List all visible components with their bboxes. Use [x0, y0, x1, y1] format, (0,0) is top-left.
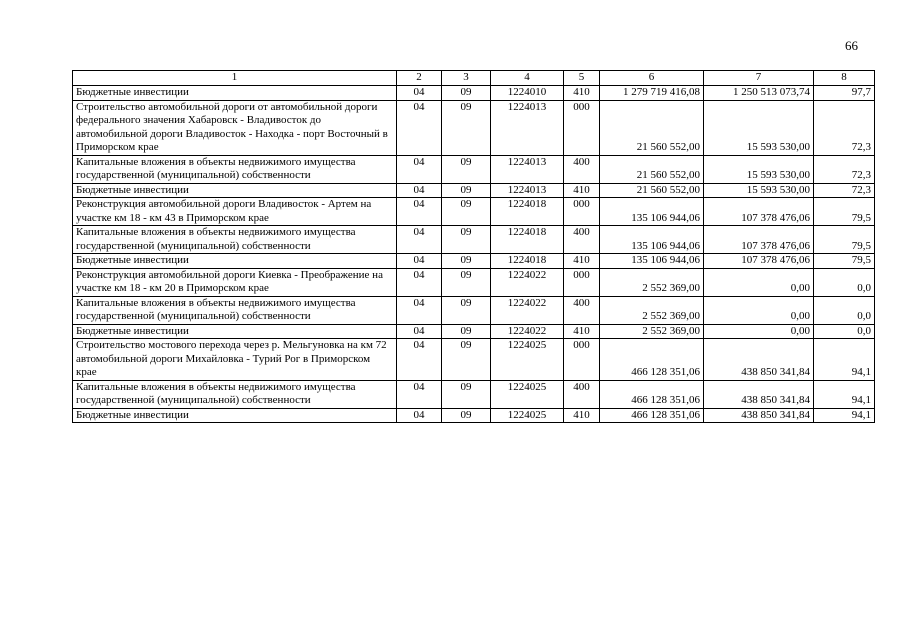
row-target-code: 1224022: [491, 268, 564, 296]
row-section: 04: [397, 408, 442, 423]
table-row: [73, 408, 875, 423]
row-target-code: 1224018: [491, 254, 564, 269]
row-section: 04: [397, 100, 442, 155]
header-cell: 3: [442, 71, 491, 86]
row-name: Строительство автомобильной дороги от автомобильной дороги федерального значения Хабаровск - Владивосток до автомобильной дороги Владивосток - Находка - порт Восточный в Приморском крае: [73, 100, 397, 155]
row-expense-type: 410: [564, 408, 600, 423]
row-section: 04: [397, 86, 442, 101]
table-row: [73, 198, 875, 226]
row-section: 04: [397, 198, 442, 226]
row-expense-type: 400: [564, 380, 600, 408]
row-name: Реконструкция автомобильной дороги Владивосток - Артем на участке км 18 - км 43 в Приморском крае: [73, 198, 397, 226]
row-planned: 466 128 351,06: [600, 408, 704, 423]
row-name: Строительство мостового перехода через р. Мельгуновка на км 72 автомобильной дороги Михайловка - Турий Рог в Приморском крае: [73, 339, 397, 381]
row-planned: 135 106 944,06: [600, 198, 704, 226]
row-target-code: 1224013: [491, 100, 564, 155]
table-row: [73, 100, 875, 155]
row-target-code: 1224025: [491, 408, 564, 423]
row-expense-type: 410: [564, 86, 600, 101]
row-planned: 21 560 552,00: [600, 100, 704, 155]
row-expense-type: 000: [564, 198, 600, 226]
budget-table: [72, 70, 875, 423]
row-planned: 2 552 369,00: [600, 324, 704, 339]
row-actual: 1 250 513 073,74: [704, 86, 814, 101]
row-percent: 0,0: [814, 296, 875, 324]
row-percent: 72,3: [814, 100, 875, 155]
row-percent: 72,3: [814, 155, 875, 183]
row-percent: 97,7: [814, 86, 875, 101]
row-expense-type: 400: [564, 155, 600, 183]
row-name: Капитальные вложения в объекты недвижимого имущества государственной (муниципальной) собственности: [73, 226, 397, 254]
table-row: [73, 183, 875, 198]
row-planned: 135 106 944,06: [600, 254, 704, 269]
row-name: Бюджетные инвестиции: [73, 408, 397, 423]
row-section: 04: [397, 324, 442, 339]
row-percent: 79,5: [814, 226, 875, 254]
row-actual: 438 850 341,84: [704, 408, 814, 423]
row-name: Реконструкция автомобильной дороги Киевка - Преображение на участке км 18 - км 20 в Приморском крае: [73, 268, 397, 296]
row-expense-type: 000: [564, 268, 600, 296]
row-subsection: 09: [442, 339, 491, 381]
row-target-code: 1224022: [491, 296, 564, 324]
row-actual: 0,00: [704, 268, 814, 296]
row-actual: 15 593 530,00: [704, 155, 814, 183]
row-section: 04: [397, 155, 442, 183]
row-target-code: 1224025: [491, 339, 564, 381]
row-actual: 0,00: [704, 296, 814, 324]
row-name: Бюджетные инвестиции: [73, 324, 397, 339]
row-expense-type: 410: [564, 254, 600, 269]
header-cell: 2: [397, 71, 442, 86]
table-header-row: [73, 71, 875, 86]
row-subsection: 09: [442, 155, 491, 183]
row-subsection: 09: [442, 226, 491, 254]
row-subsection: 09: [442, 183, 491, 198]
row-expense-type: 000: [564, 339, 600, 381]
table-row: [73, 296, 875, 324]
row-target-code: 1224013: [491, 183, 564, 198]
header-cell: 7: [704, 71, 814, 86]
row-name: Капитальные вложения в объекты недвижимого имущества государственной (муниципальной) собственности: [73, 296, 397, 324]
row-planned: 2 552 369,00: [600, 296, 704, 324]
header-cell: 4: [491, 71, 564, 86]
row-target-code: 1224022: [491, 324, 564, 339]
row-target-code: 1224025: [491, 380, 564, 408]
row-percent: 0,0: [814, 324, 875, 339]
row-percent: 94,1: [814, 380, 875, 408]
row-percent: 0,0: [814, 268, 875, 296]
row-subsection: 09: [442, 324, 491, 339]
row-section: 04: [397, 339, 442, 381]
row-actual: 107 378 476,06: [704, 198, 814, 226]
row-section: 04: [397, 380, 442, 408]
row-expense-type: 400: [564, 226, 600, 254]
row-subsection: 09: [442, 86, 491, 101]
table-row: [73, 155, 875, 183]
row-percent: 72,3: [814, 183, 875, 198]
row-expense-type: 000: [564, 100, 600, 155]
table-row: [73, 380, 875, 408]
row-section: 04: [397, 254, 442, 269]
row-expense-type: 410: [564, 183, 600, 198]
row-planned: 466 128 351,06: [600, 380, 704, 408]
row-percent: 94,1: [814, 339, 875, 381]
row-subsection: 09: [442, 198, 491, 226]
row-target-code: 1224013: [491, 155, 564, 183]
row-actual: 438 850 341,84: [704, 380, 814, 408]
header-cell: 1: [73, 71, 397, 86]
table-row: [73, 324, 875, 339]
row-planned: 466 128 351,06: [600, 339, 704, 381]
row-section: 04: [397, 268, 442, 296]
table-row: [73, 86, 875, 101]
row-name: Капитальные вложения в объекты недвижимого имущества государственной (муниципальной) собственности: [73, 155, 397, 183]
row-actual: 107 378 476,06: [704, 254, 814, 269]
row-name: Бюджетные инвестиции: [73, 183, 397, 198]
header-cell: 8: [814, 71, 875, 86]
row-subsection: 09: [442, 408, 491, 423]
row-name: Бюджетные инвестиции: [73, 86, 397, 101]
row-actual: 15 593 530,00: [704, 100, 814, 155]
row-expense-type: 400: [564, 296, 600, 324]
row-actual: 15 593 530,00: [704, 183, 814, 198]
row-actual: 0,00: [704, 324, 814, 339]
row-target-code: 1224018: [491, 198, 564, 226]
row-percent: 94,1: [814, 408, 875, 423]
row-subsection: 09: [442, 254, 491, 269]
row-subsection: 09: [442, 268, 491, 296]
row-actual: 107 378 476,06: [704, 226, 814, 254]
row-section: 04: [397, 226, 442, 254]
row-planned: 1 279 719 416,08: [600, 86, 704, 101]
table-row: [73, 226, 875, 254]
row-expense-type: 410: [564, 324, 600, 339]
row-section: 04: [397, 183, 442, 198]
table-row: [73, 339, 875, 381]
row-subsection: 09: [442, 296, 491, 324]
row-name: Капитальные вложения в объекты недвижимого имущества государственной (муниципальной) собственности: [73, 380, 397, 408]
row-planned: 21 560 552,00: [600, 183, 704, 198]
row-planned: 2 552 369,00: [600, 268, 704, 296]
row-planned: 21 560 552,00: [600, 155, 704, 183]
row-subsection: 09: [442, 380, 491, 408]
table-row: [73, 254, 875, 269]
row-percent: 79,5: [814, 254, 875, 269]
row-name: Бюджетные инвестиции: [73, 254, 397, 269]
page-number: 66: [845, 38, 858, 53]
row-actual: 438 850 341,84: [704, 339, 814, 381]
row-planned: 135 106 944,06: [600, 226, 704, 254]
header-cell: 6: [600, 71, 704, 86]
header-cell: 5: [564, 71, 600, 86]
row-subsection: 09: [442, 100, 491, 155]
row-section: 04: [397, 296, 442, 324]
row-target-code: 1224010: [491, 86, 564, 101]
row-target-code: 1224018: [491, 226, 564, 254]
table-row: [73, 268, 875, 296]
row-percent: 79,5: [814, 198, 875, 226]
